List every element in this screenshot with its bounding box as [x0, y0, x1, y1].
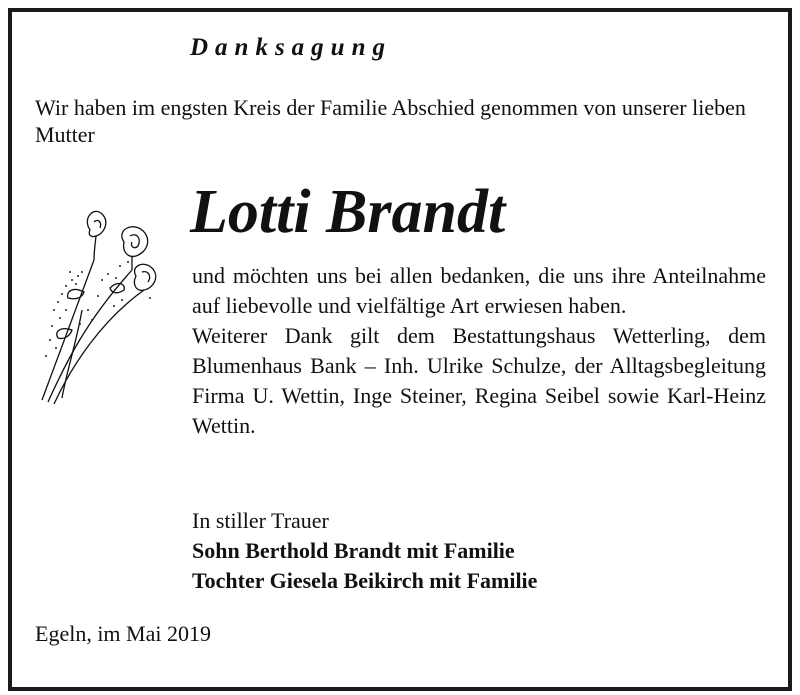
deceased-name: Lotti Brandt: [190, 178, 506, 246]
signature-block: [192, 506, 537, 596]
signatory: Sohn Berthold Brandt mit Familie: [192, 538, 515, 563]
notice-heading: Danksagung: [190, 34, 392, 61]
thanks-paragraph-1: und möchten uns bei allen bedanken, die uns ihre Anteilnahme auf liebevolle und vielfältige Art erwiesen haben.: [192, 263, 766, 318]
signatory: Tochter Giesela Beikirch mit Familie: [192, 568, 538, 593]
place-date: Egeln, im Mai 2019: [35, 621, 211, 646]
thanks-section: [192, 261, 766, 441]
thanks-paragraph-2: Weiterer Dank gilt dem Bestattungshaus Wetterling, dem Blumenhaus Bank – Inh. Ulrike Schulze, der Alltagsbegleitung Firma U. Wettin, Inge Steiner, Regina Seibel sowie Karl-Heinz Wettin.: [192, 323, 766, 438]
rose-bouquet-icon: [32, 200, 162, 410]
intro-text: Wir haben im engsten Kreis der Familie Abschied genommen von unserer lieben Mutter: [35, 95, 746, 147]
mourning-phrase: In stiller Trauer: [192, 508, 329, 533]
